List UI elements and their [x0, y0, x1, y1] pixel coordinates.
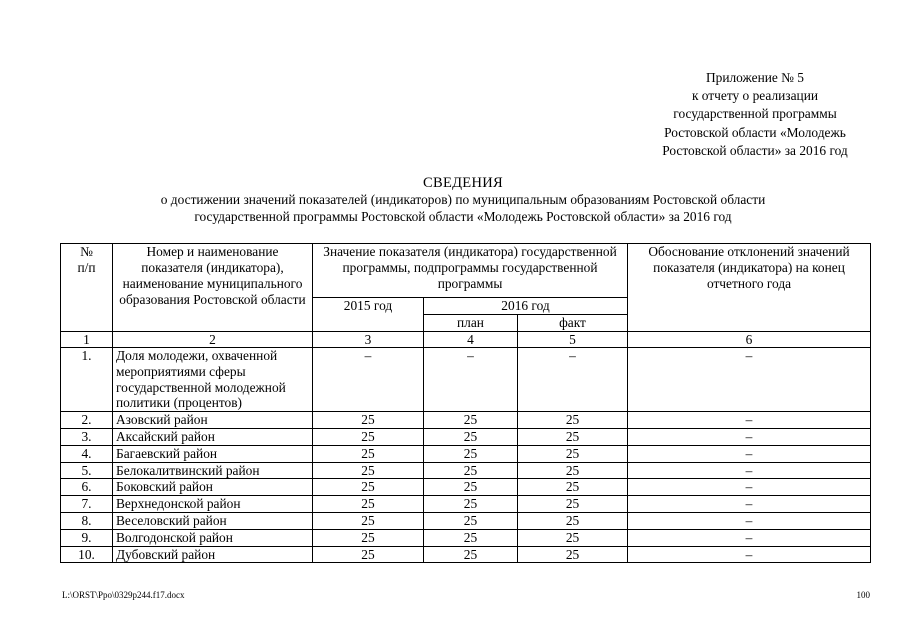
row-plan-cell: 25: [424, 512, 518, 529]
row-plan-cell: 25: [424, 412, 518, 429]
row-plan-cell: 25: [424, 496, 518, 513]
appendix-line: государственной программы: [673, 106, 837, 122]
table-row: [61, 546, 871, 563]
row-2015-cell: 25: [313, 428, 424, 445]
row-2015-cell: 25: [313, 529, 424, 546]
header-num: № п/п: [61, 244, 113, 332]
row-name-cell: Верхнедонской район: [113, 496, 313, 513]
row-name-cell: Багаевский район: [113, 445, 313, 462]
row-justification-cell: –: [628, 412, 871, 429]
row-justification-cell: –: [628, 462, 871, 479]
column-numbers-row: [61, 332, 871, 348]
appendix-line: Ростовской области «Молодежь: [664, 124, 846, 140]
table-row: [61, 428, 871, 445]
header-justification: Обоснование отклонений значений показателя (индикатора) на конец отчетного года: [628, 244, 871, 332]
row-fact-cell: 25: [518, 496, 628, 513]
row-name-cell: Дубовский район: [113, 546, 313, 563]
row-justification-cell: –: [628, 445, 871, 462]
row-fact-cell: 25: [518, 445, 628, 462]
row-plan-cell: 25: [424, 462, 518, 479]
row-fact-cell: 25: [518, 462, 628, 479]
table-row: [61, 348, 871, 412]
row-fact-cell: 25: [518, 529, 628, 546]
row-name-cell: Аксайский район: [113, 428, 313, 445]
header-value-group: Значение показателя (индикатора) государственной программы, подпрограммы государственной программы: [313, 244, 628, 298]
appendix-block: [640, 69, 870, 160]
document-title: СВЕДЕНИЯ: [423, 175, 503, 191]
row-num-cell: 4.: [61, 445, 113, 462]
row-plan-cell: 25: [424, 445, 518, 462]
row-2015-cell: –: [313, 348, 424, 412]
row-2015-cell: 25: [313, 496, 424, 513]
row-justification-cell: –: [628, 512, 871, 529]
row-2015-cell: 25: [313, 445, 424, 462]
row-name-cell: Волгодонской район: [113, 529, 313, 546]
row-num-cell: 9.: [61, 529, 113, 546]
table-row: [61, 479, 871, 496]
row-fact-cell: –: [518, 348, 628, 412]
column-number: 1: [61, 332, 113, 348]
column-number: 6: [628, 332, 871, 348]
row-num-cell: 7.: [61, 496, 113, 513]
row-justification-cell: –: [628, 496, 871, 513]
row-num-cell: 2.: [61, 412, 113, 429]
row-fact-cell: 25: [518, 546, 628, 563]
row-2015-cell: 25: [313, 546, 424, 563]
row-num-cell: 6.: [61, 479, 113, 496]
row-fact-cell: 25: [518, 512, 628, 529]
row-plan-cell: –: [424, 348, 518, 412]
row-fact-cell: 25: [518, 412, 628, 429]
row-justification-cell: –: [628, 428, 871, 445]
column-number: 5: [518, 332, 628, 348]
row-num-cell: 3.: [61, 428, 113, 445]
appendix-line: к отчету о реализации: [691, 88, 819, 104]
row-num-cell: 1.: [61, 348, 113, 412]
table-row: [61, 412, 871, 429]
header-2015: 2015 год: [313, 298, 424, 332]
row-num-cell: 8.: [61, 512, 113, 529]
row-name-cell: Азовский район: [113, 412, 313, 429]
appendix-line: Ростовской области» за 2016 год: [662, 142, 848, 158]
footer-page-number: 100: [856, 590, 870, 600]
row-fact-cell: 25: [518, 479, 628, 496]
row-justification-cell: –: [628, 348, 871, 412]
footer-file-path: L:\ORST\Ppo\0329p244.f17.docx: [62, 590, 185, 600]
row-justification-cell: –: [628, 479, 871, 496]
table-row: [61, 529, 871, 546]
header-plan: план: [424, 315, 518, 332]
row-name-cell: Боковский район: [113, 479, 313, 496]
row-plan-cell: 25: [424, 428, 518, 445]
document-subtitle-line: государственной программы Ростовской области «Молодежь Ростовской области» за 2016 год: [194, 208, 732, 224]
row-num-cell: 5.: [61, 462, 113, 479]
row-justification-cell: –: [628, 529, 871, 546]
row-plan-cell: 25: [424, 479, 518, 496]
table-row: [61, 512, 871, 529]
row-fact-cell: 25: [518, 428, 628, 445]
column-number: 2: [113, 332, 313, 348]
column-number: 3: [313, 332, 424, 348]
row-2015-cell: 25: [313, 479, 424, 496]
table-row: [61, 462, 871, 479]
table-row: [61, 496, 871, 513]
row-plan-cell: 25: [424, 546, 518, 563]
header-fact: факт: [518, 315, 628, 332]
row-2015-cell: 25: [313, 462, 424, 479]
row-plan-cell: 25: [424, 529, 518, 546]
row-justification-cell: –: [628, 546, 871, 563]
appendix-line: Приложение № 5: [705, 70, 805, 85]
row-name-cell: Доля молодежи, охваченной мероприятиями сферы государственной молодежной политики (процентов): [113, 348, 313, 412]
row-2015-cell: 25: [313, 512, 424, 529]
row-2015-cell: 25: [313, 412, 424, 429]
indicators-table: [60, 243, 871, 563]
header-name: Номер и наименование показателя (индикатора), наименование муниципального образования Ростовской области: [113, 244, 313, 332]
header-2016: 2016 год: [424, 298, 628, 315]
document-subtitle-line: о достижении значений показателей (индикаторов) по муниципальным образованиям Ростовской области: [160, 192, 766, 207]
table-row: [61, 445, 871, 462]
row-name-cell: Веселовский район: [113, 512, 313, 529]
document-heading: [0, 175, 905, 225]
column-number: 4: [424, 332, 518, 348]
row-name-cell: Белокалитвинский район: [113, 462, 313, 479]
row-num-cell: 10.: [61, 546, 113, 563]
